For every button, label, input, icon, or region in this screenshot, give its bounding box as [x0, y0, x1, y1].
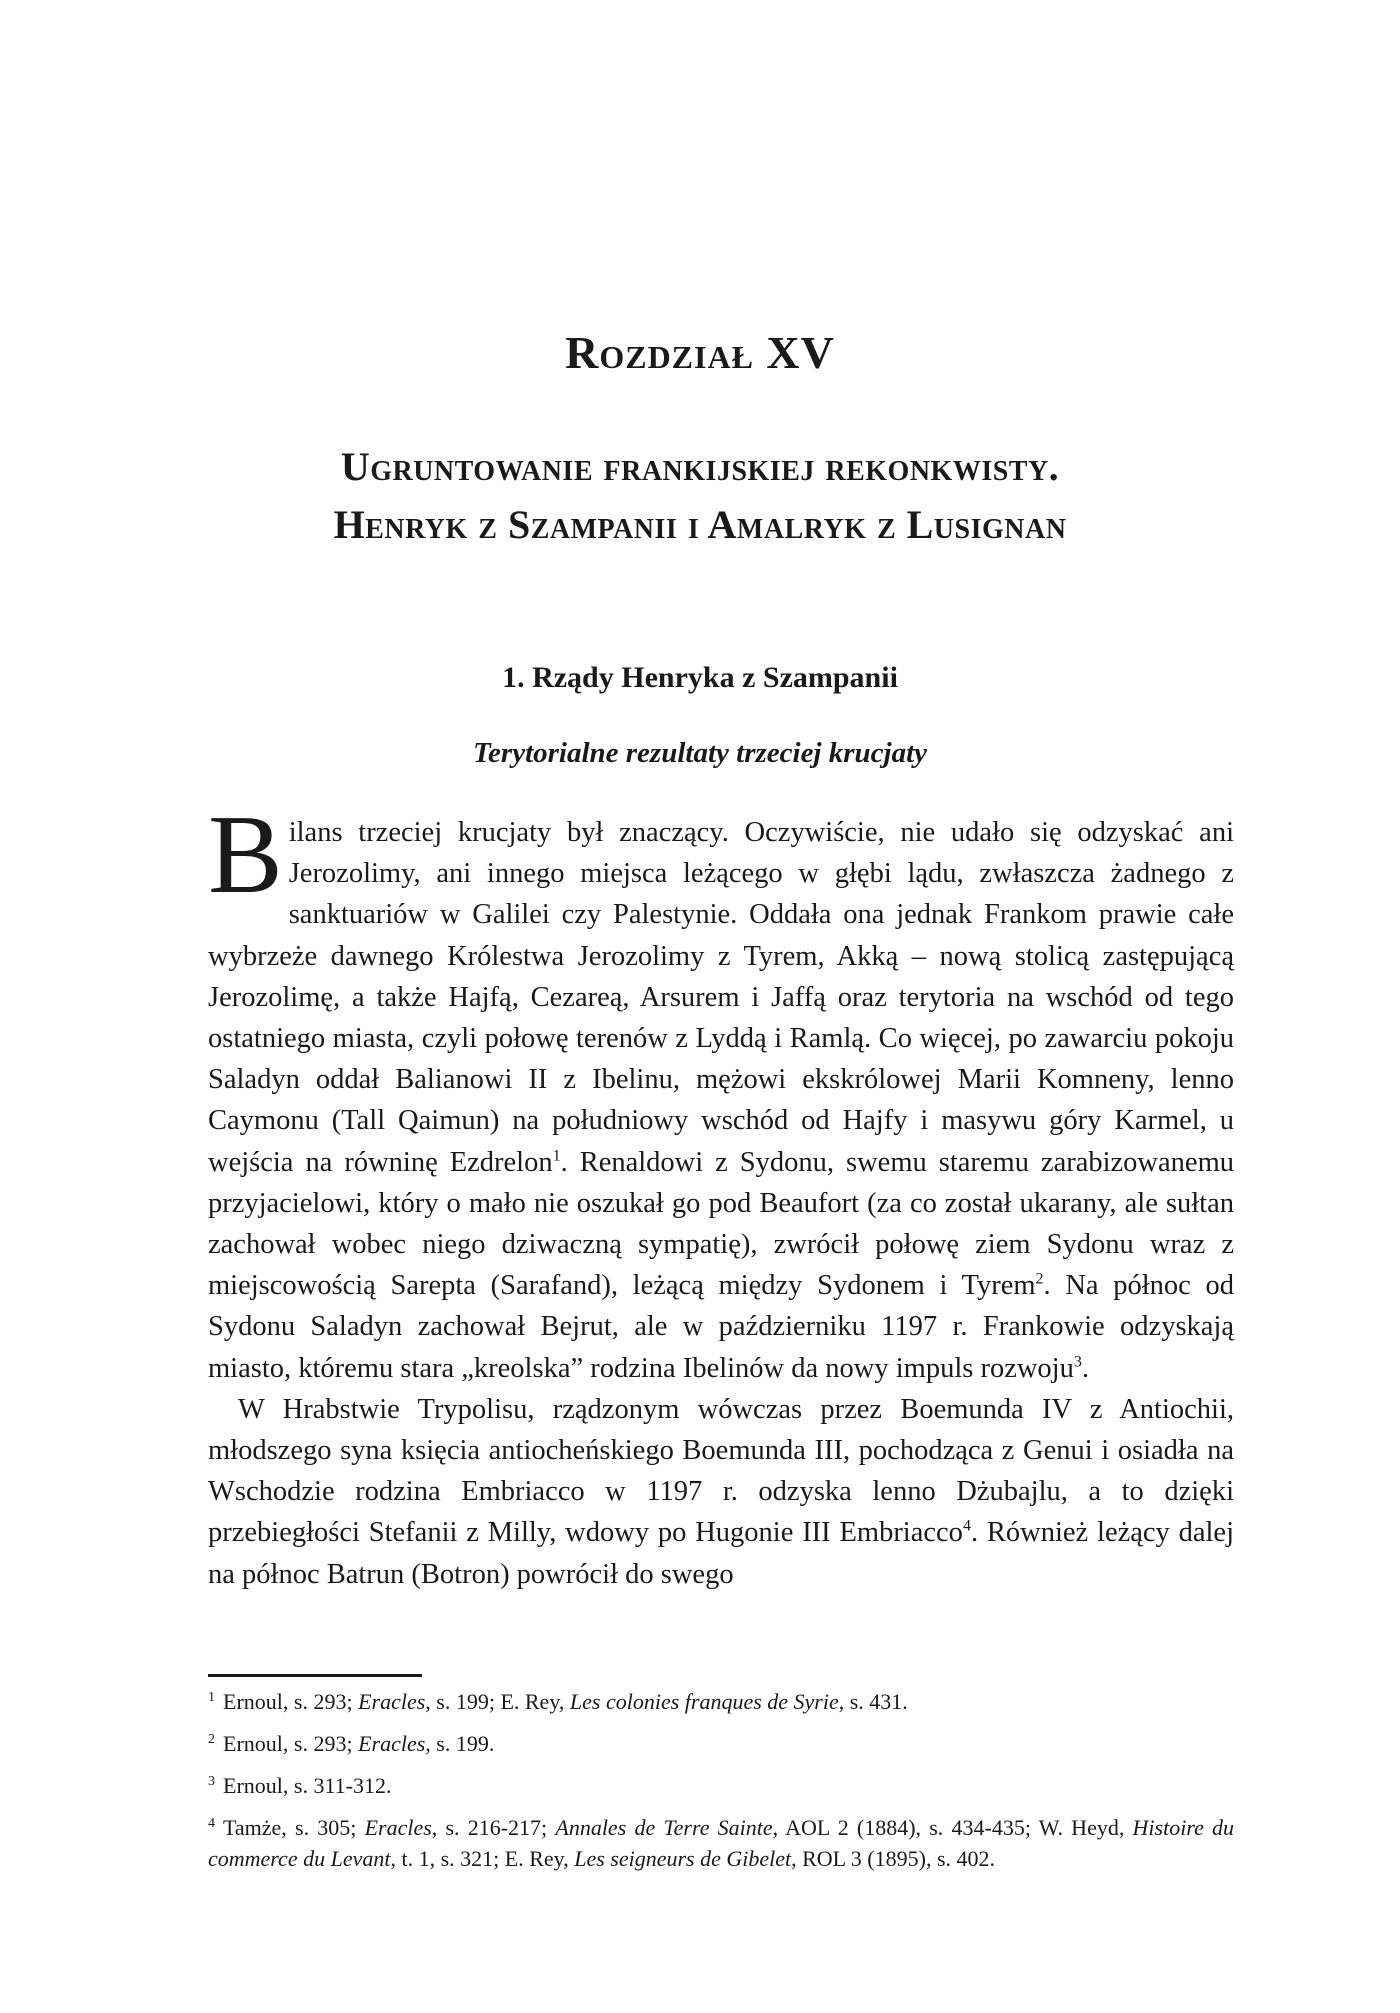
chapter-title-line-2: Henryk z Szampanii i Amalryk z Lusignan [333, 502, 1067, 547]
footnote-text: , s. 199. [425, 1731, 495, 1756]
footnote-4 [208, 1812, 1234, 1874]
drop-cap: B [208, 793, 283, 917]
footnote-text: , t. 1, s. 321; E. Rey, [390, 1846, 575, 1871]
paragraph-1-text-b: . Renaldowi z Sydonu, swemu staremu zarabizowanemu przyjacielowi, który o mało nie oszukał go pod Beaufort (za co został ukarany, ale sułtan zachował wobec niego dziwaczną sympatię), zwrócił połowę ziem Sydonu wraz z miejscowością Sarepta (Sarafand), leżącą między Sydonem i Tyrem [208, 1146, 1234, 1302]
footnote-italic: Eracles [364, 1815, 432, 1840]
footnote-ref-4[interactable]: 4 [962, 1517, 971, 1535]
body-text [208, 793, 1234, 1595]
footnote-3 [208, 1770, 1234, 1801]
paragraph-1-text-d: . [1081, 1352, 1089, 1384]
footnote-text: Ernoul, s. 293; [223, 1731, 359, 1756]
chapter-title-line-1: Ugruntowanie frankijskiej rekonkwisty. [340, 444, 1060, 489]
footnote-italic: Eracles [358, 1689, 426, 1714]
chapter-number: Rozdział XV [565, 327, 835, 378]
footnotes [208, 1686, 1234, 1885]
footnote-number: 2 [208, 1731, 215, 1747]
footnote-text: Ernoul, s. 311-312. [223, 1773, 392, 1798]
footnote-ref-3[interactable]: 3 [1073, 1353, 1082, 1371]
footnote-italic: Eracles [358, 1731, 426, 1756]
footnote-2 [208, 1728, 1234, 1759]
subsection-heading: Terytorialne rezultaty trzeciej krucjaty [472, 737, 928, 769]
footnote-italic: Les seigneurs de Gibelet [574, 1846, 792, 1871]
footnote-text: , s. 199; E. Rey, [425, 1689, 570, 1714]
footnote-text: , s. 216-217; [431, 1815, 556, 1840]
paragraph-2 [208, 1389, 1234, 1595]
footnote-text: , ROL 3 (1895), s. 402. [791, 1846, 996, 1871]
footnote-italic: Les colonies franques de Syrie [569, 1689, 839, 1714]
footnote-ref-2[interactable]: 2 [1035, 1270, 1044, 1288]
paragraph-2-text-a: W Hrabstwie Trypolisu, rządzonym wówczas przez Boemunda IV z Antiochii, młodszego syna księcia antiocheńskiego Boemunda III, pochodząca z Genui i osiadła na Wschodzie rodzina Embriacco w 1197 r. odzyska lenno Dżubajlu, a to dzięki przebiegłości Stefanii z Milly, wdowy po Hugonie III Embriacco [208, 1393, 1234, 1549]
footnote-text: , s. 431. [838, 1689, 908, 1714]
footnote-number: 4 [208, 1815, 215, 1831]
footnote-ref-1[interactable]: 1 [552, 1147, 561, 1165]
footnote-text: , AOL 2 (1884), s. 434-435; W. Heyd, [772, 1815, 1133, 1840]
footnote-text: Ernoul, s. 293; [223, 1689, 359, 1714]
paragraph-2-text-b: . Również leżący dalej na północ Batrun (Botron) powrócił do swego [208, 1517, 1234, 1590]
chapter-title [0, 438, 1400, 554]
footnote-italic: Annales de Terre Sainte [555, 1815, 773, 1840]
footnote-1 [208, 1686, 1234, 1717]
section-heading: 1. Rządy Henryka z Szampanii [502, 661, 898, 694]
footnote-number: 3 [208, 1773, 215, 1789]
paragraph-1-text-c: . Na północ od Sydonu Saladyn zachował Bejrut, ale w październiku 1197 r. Frankowie odzyskają miasto, któremu stara „kreolska” rodzina Ibelinów da nowy impuls rozwoju [208, 1270, 1234, 1384]
footnote-number: 1 [208, 1689, 215, 1705]
footnote-divider [208, 1674, 422, 1677]
paragraph-1-text-a: ilans trzeciej krucjaty był znaczący. Oczywiście, nie udało się odzyskać ani Jerozolimy, ani innego miejsca leżącego w głębi lądu, zwłaszcza żadnego z sanktuariów w Galilei czy Palestynie. Oddała ona jednak Frankom prawie całe wybrzeże dawnego Królestwa Jerozolimy z Tyrem, Akką – nową stolicą zastępującą Jerozolimę, a także Hajfą, Cezareą, Arsurem i Jaffą oraz terytoria na wschód od tego ostatniego miasta, czyli połowę terenów z Lyddą i Ramlą. Co więcej, po zawarciu pokoju Saladyn oddał Balianowi II z Ibelinu, mężowi ekskrólowej Marii Komneny, lenno Caymonu (Tall Qaimun) na południowy wschód od Hajfy i masywu góry Karmel, u wejścia na równinę Ezdrelon [208, 817, 1234, 1178]
footnote-italic: Histoire du commerce du Levant [208, 1815, 1235, 1871]
paragraph-1 [208, 793, 1234, 1389]
footnote-text: Tamże, s. 305; [223, 1815, 365, 1840]
